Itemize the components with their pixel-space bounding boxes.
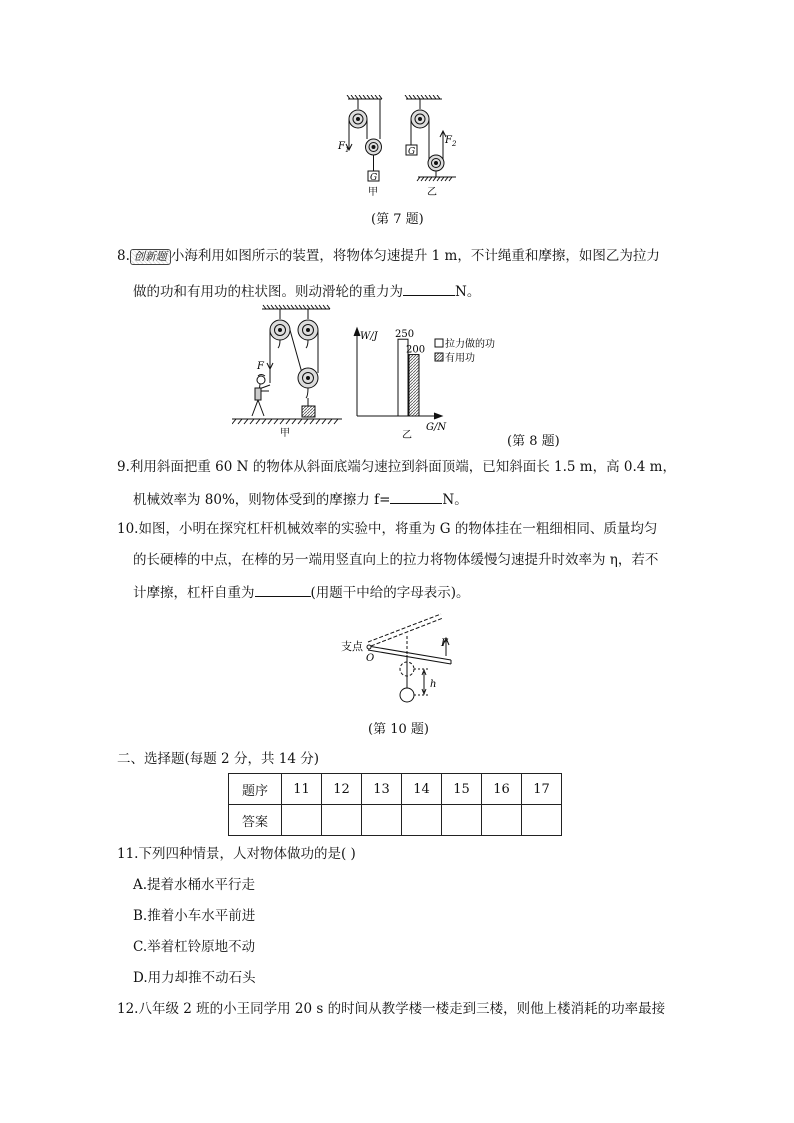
q8-answer-blank[interactable] <box>403 281 455 296</box>
q9-text2: 机械效率为 80%，则物体受到的摩擦力 f= <box>133 492 391 508</box>
q10-answer-blank[interactable] <box>255 582 311 597</box>
q10-line1: 10.如图，小明在探究杠杆机械效率的实验中，将重为 G 的物体挂在一粗细相同、质量均匀 <box>117 521 658 537</box>
q9-line2 <box>133 489 468 509</box>
answer-cell[interactable] <box>282 805 322 836</box>
q11-option-a[interactable]: A.提着水桶水平行走 <box>133 877 256 893</box>
x-category-label: 乙 <box>402 430 412 440</box>
table-row <box>229 774 562 805</box>
table-cell: 17 <box>522 774 562 805</box>
table-cell: 13 <box>362 774 402 805</box>
row-label-answer: 答案 <box>229 805 282 836</box>
q11-option-d[interactable]: D.用力却推不动石头 <box>133 970 256 986</box>
pulley-system-a <box>346 95 382 181</box>
q8-chart <box>350 322 510 440</box>
section2-title: 二、选择题(每题 2 分，共 14 分) <box>117 751 319 767</box>
legend-useful: 有用功 <box>445 353 475 364</box>
q8-unit: N。 <box>455 284 481 300</box>
q9-answer-blank[interactable] <box>390 489 442 504</box>
answer-cell[interactable] <box>362 805 402 836</box>
answer-table <box>228 773 562 836</box>
table-cell: 11 <box>282 774 322 805</box>
pivot-label: 支点 <box>341 640 363 653</box>
bar-useful-work <box>409 355 419 416</box>
q7-label-a: 甲 <box>368 187 378 198</box>
table-cell: 12 <box>322 774 362 805</box>
innovation-badge: 创新题 <box>130 249 171 265</box>
y-axis-label: W/J <box>360 331 378 342</box>
answer-cell[interactable] <box>482 805 522 836</box>
q7-f2-label: $F_2$ <box>445 135 457 148</box>
table-cell: 14 <box>402 774 442 805</box>
q8-line2 <box>133 281 480 301</box>
q10-figure <box>338 606 456 706</box>
answer-cell[interactable] <box>402 805 442 836</box>
q8-label-a: 甲 <box>280 428 290 438</box>
q8-caption: (第 8 题) <box>507 434 560 449</box>
answer-cell[interactable] <box>322 805 362 836</box>
row-label-number: 题序 <box>229 774 282 805</box>
q8-figure-a <box>232 303 350 438</box>
table-row <box>229 805 562 836</box>
q10-text3: 计摩擦，杠杆自重为 <box>133 585 255 601</box>
q7-figure <box>330 95 460 200</box>
f-label: F <box>441 638 448 649</box>
q8-number: 8. <box>117 248 130 264</box>
q12-line1: 12.八年级 2 班的小王同学用 20 s 的时间从教学楼一楼走到三楼，则他上楼消耗的功率最接 <box>117 1001 666 1017</box>
q11-stem: 11.下列四种情景，人对物体做功的是( ) <box>117 846 356 862</box>
q11-option-c[interactable]: C.举着杠铃原地不动 <box>133 939 256 955</box>
bar-value-label: 250 <box>395 329 415 341</box>
bar-value-label: 200 <box>406 344 426 356</box>
q8-f-label: F <box>257 361 264 372</box>
legend-total: 拉力做的功 <box>445 339 495 350</box>
q8-line1 <box>117 247 660 265</box>
answer-cell[interactable] <box>442 805 482 836</box>
q7-label-b: 乙 <box>427 187 437 198</box>
q7-g-label-b: G <box>408 147 416 157</box>
q9-line1: 9.利用斜面把重 60 N 的物体从斜面底端匀速拉到斜面顶端，已知斜面长 1.5 m，高 0.4 m， <box>117 459 676 475</box>
answer-cell[interactable] <box>522 805 562 836</box>
table-cell: 16 <box>482 774 522 805</box>
q10-line3 <box>133 582 470 602</box>
x-axis-label: G/N <box>426 422 447 433</box>
q11-option-b[interactable]: B.推着小车水平前进 <box>133 908 256 924</box>
legend <box>435 337 495 364</box>
h-label: h <box>430 679 437 690</box>
o-label: O <box>366 653 375 664</box>
q10-line2: 的长硬棒的中点，在棒的另一端用竖直向上的拉力将物体缓慢匀速提升时效率为 η，若不 <box>133 552 659 568</box>
q7-f1-label: $F_1$ <box>338 141 350 154</box>
q7-caption: (第 7 题) <box>371 212 424 227</box>
q10-text3b: (用题干中给的字母表示)。 <box>310 585 470 601</box>
q7-g-label-a: G <box>370 173 378 183</box>
q9-unit: N。 <box>442 492 468 508</box>
table-cell: 15 <box>442 774 482 805</box>
q8-text1: 小海利用如图所示的装置，将物体匀速提升 1 m，不计绳重和摩擦，如图乙为拉力 <box>170 248 660 264</box>
q8-text2: 做的功和有用功的柱状图。则动滑轮的重力为 <box>133 284 403 300</box>
q10-caption: (第 10 题) <box>368 722 429 737</box>
